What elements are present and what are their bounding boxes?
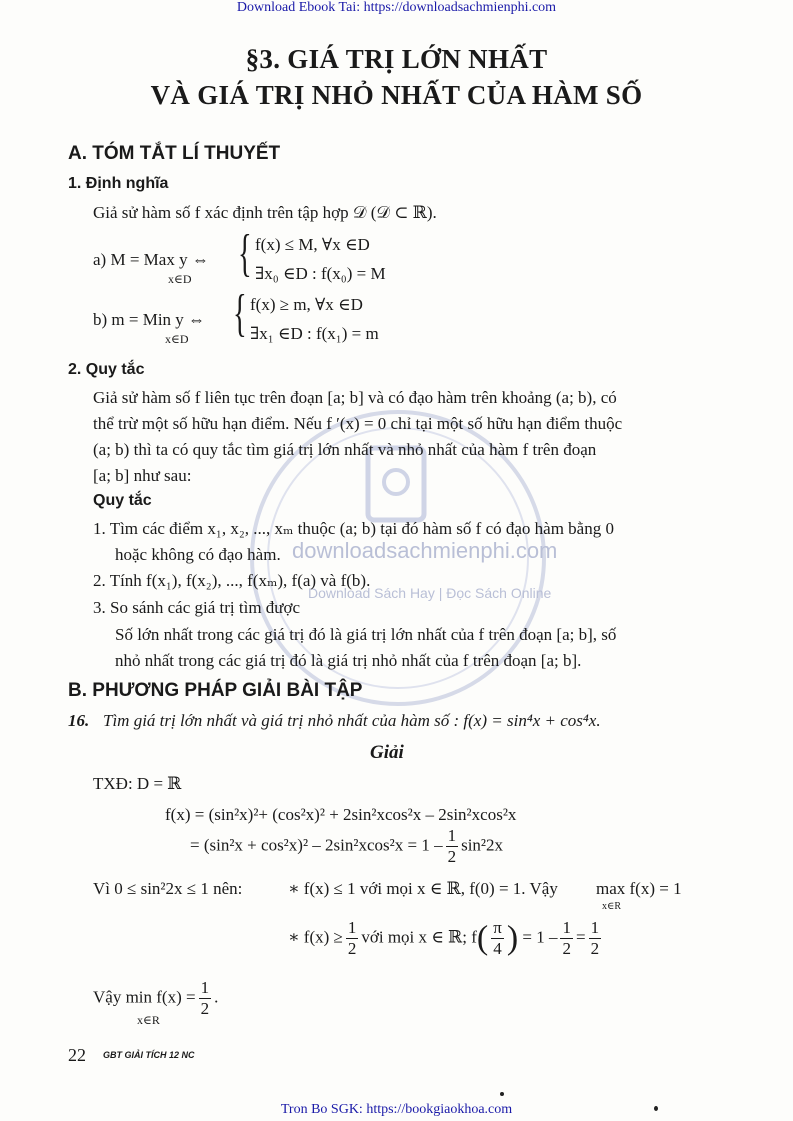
problem-text: Tìm giá trị lớn nhất và giá trị nhỏ nhất của hàm số : f(x) = sin⁴x + cos⁴x. (103, 711, 601, 730)
fraction-one-half (446, 826, 459, 867)
watermark-site: downloadsachmienphi.com (292, 538, 558, 563)
fraction-half-d (199, 978, 212, 1019)
fraction-numerator: 1 (200, 978, 210, 997)
solution-bullet-2 (288, 918, 604, 959)
solution-bullet-1-max: max f(x) = 1 (596, 879, 682, 898)
fraction-denominator: 2 (447, 847, 457, 866)
rule-step3-detail-line1: Số lớn nhất trong các giá trị đó là giá trị lớn nhất của f trên đoạn [a; b], số (115, 625, 617, 644)
solution-conclusion-subscript: x∈R (137, 1013, 160, 1027)
fraction-half-c (589, 918, 602, 959)
fraction-numerator: 1 (447, 826, 457, 845)
definition-a-line2: ∃x₀ ∈D : f(x₀) = M (255, 264, 386, 283)
rule-step1-line1: 1. Tìm các điểm x₁, x₂, ..., xₘ thuộc (a; b) tại đó hàm số f có đạo hàm bằng 0 (93, 519, 614, 538)
definition-intro: Giả sử hàm số f xác định trên tập hợp 𝒟 (𝒟 ⊂ ℝ). (93, 203, 437, 222)
fraction-numerator: 1 (562, 918, 571, 937)
solution-bullet-1: ∗ f(x) ≤ 1 với mọi x ∈ ℝ, f(0) = 1. Vậy (288, 879, 558, 898)
definition-a-subscript: x∈D (168, 272, 192, 286)
header-download-link[interactable]: Download Ebook Tai: https://downloadsachmienphi.com (236, 0, 557, 15)
book-name: GBT GIẢI TÍCH 12 NC (103, 1050, 195, 1060)
rule-step3-detail-line2: nhỏ nhất trong các giá trị đó là giá trị nhỏ nhất của f trên đoạn [a; b]. (115, 651, 582, 670)
scan-dot-1 (500, 1092, 504, 1096)
paren-close: ) (506, 919, 519, 957)
solution-bullet-2-end: = (575, 927, 586, 947)
definition-a-label: a) M = Max y ⇔ (93, 250, 209, 269)
solution-equation-1: f(x) = (sin²x)²+ (cos²x)² + 2sin²xcos²x – 2sin²xcos²x (165, 805, 517, 824)
page-title-line2: VÀ GIÁ TRỊ NHỎ NHẤT CỦA HÀM SỐ (150, 80, 643, 110)
rule-paragraph-line3: (a; b) thì ta có quy tắc tìm giá trị lớn nhất và nhỏ nhất của hàm f trên đoạn (93, 440, 597, 459)
section-b-heading: B. PHƯƠNG PHÁP GIẢI BÀI TẬP (68, 680, 363, 701)
definition-a-line1: f(x) ≤ M, ∀x ∈D (255, 235, 370, 254)
watermark-tagline: Download Sách Hay | Đọc Sách Online (308, 585, 552, 601)
definition-b-brace: { (233, 285, 247, 342)
rule-heading: 2. Quy tắc (68, 361, 145, 378)
rule-sub-heading: Quy tắc (93, 492, 152, 509)
fraction-pi-over-4 (491, 918, 504, 959)
section-a-heading: A. TÓM TẮT LÍ THUYẾT (68, 143, 281, 164)
fraction-denominator: 4 (493, 939, 502, 958)
page-number: 22 (68, 1045, 86, 1065)
footer-sgk-link[interactable]: Tron Bo SGK: https://bookgiaokhoa.com (280, 1102, 513, 1117)
solution-domain: TXĐ: D = ℝ (93, 774, 182, 793)
solution-bullet-2-mid: với mọi x ∈ ℝ; f (361, 927, 477, 947)
solution-equation-2 (190, 826, 503, 867)
fraction-half-a (346, 918, 359, 959)
page-title-line1: §3. GIÁ TRỊ LỚN NHẤT (245, 44, 548, 74)
rule-step1-line2: hoặc không có đạo hàm. (115, 545, 281, 564)
definition-b-line2: ∃x₁ ∈D : f(x₁) = m (250, 324, 379, 343)
rule-step3: 3. So sánh các giá trị tìm được (93, 598, 301, 617)
fraction-denominator: 2 (200, 999, 210, 1018)
paren-open: ( (476, 919, 489, 957)
solution-equation-2-left: = (sin²x + cos²x)² – 2sin²xcos²x = 1 – (190, 835, 443, 855)
solution-bullet-2-eq: = 1 – (522, 927, 558, 947)
solution-equation-2-right: sin²2x (461, 835, 504, 855)
fraction-denominator: 2 (562, 939, 571, 958)
fraction-numerator: 1 (347, 918, 357, 937)
fraction-numerator: 1 (590, 918, 600, 937)
solution-conclusion-left: Vậy min f(x) = (93, 987, 196, 1007)
rule-paragraph-line1: Giả sử hàm số f liên tục trên đoạn [a; b] và có đạo hàm trên khoảng (a; b), có (93, 388, 617, 407)
fraction-denominator: 2 (347, 939, 357, 958)
solution-bullet-1-subscript: x∈R (602, 901, 622, 912)
solution-label: Giải (370, 742, 404, 763)
definition-heading: 1. Định nghĩa (68, 175, 169, 192)
solution-bullet-2-left: ∗ f(x) ≥ (288, 927, 343, 947)
definition-b-line1: f(x) ≥ m, ∀x ∈D (250, 295, 363, 314)
fraction-numerator: π (493, 918, 502, 937)
solution-since: Vì 0 ≤ sin²2x ≤ 1 nên: (93, 879, 243, 898)
fraction-denominator: 2 (590, 939, 600, 958)
definition-b-subscript: x∈D (165, 332, 189, 346)
rule-paragraph-line4: [a; b] như sau: (93, 466, 192, 485)
problem-number: 16. (68, 711, 90, 730)
solution-conclusion-end: . (214, 987, 219, 1007)
definition-a-brace: { (238, 225, 252, 282)
definition-b-label: b) m = Min y ⇔ (93, 310, 206, 329)
fraction-half-b (560, 918, 573, 959)
rule-paragraph-line2: thể trừ một số hữu hạn điểm. Nếu f ′(x) = 0 chỉ tại một số hữu hạn điểm thuộc (93, 414, 623, 433)
rule-step2: 2. Tính f(x₁), f(x₂), ..., f(xₘ), f(a) và f(b). (93, 571, 371, 590)
